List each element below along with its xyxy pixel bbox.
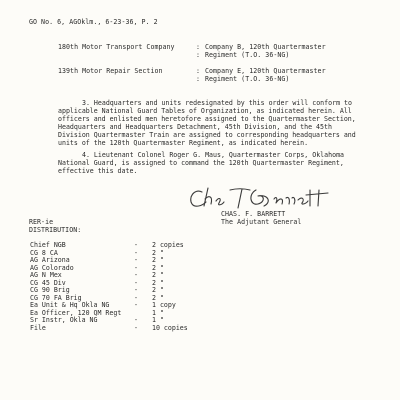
signatory-name: CHAS. F. BARRETT — [221, 210, 286, 218]
list-item: CG 90 Brig - 2 " — [30, 286, 164, 295]
distribution-label: DISTRIBUTION: — [29, 226, 82, 234]
list-item: CG 8 CA - 2 " — [30, 248, 164, 257]
paragraph-3 — [58, 100, 358, 147]
unit-1-name: 180th Motor Transport Company — [58, 43, 175, 51]
typist-initials: RER-ie — [29, 218, 54, 226]
list-item: Ea Officer, 120 QM Regt 1 " — [30, 308, 164, 317]
paragraph-4-text: 4. Lieutenant Colonel Roger G. Maus, Quartermaster Corps, Oklahoma National Guard, is assigned to command the 120th Quartermaster Regiment, effective this date. — [58, 151, 345, 175]
signatory-title: The Adjutant General — [221, 218, 302, 226]
unit-1-designation-line1: Company B, 120th Quartermaster — [205, 43, 326, 51]
list-item: AG N Mex - 2 " — [30, 271, 164, 280]
header-reference: GO No. 6, AGOklm., 6-23-36, P. 2 — [29, 18, 158, 26]
list-item: AG Colorado - 2 " — [30, 263, 164, 272]
list-item: CG 70 FA Brig - 2 " — [30, 293, 164, 302]
unit-1-designation-line2: Regiment (T.O. 36-NG) — [205, 51, 290, 59]
distribution-list — [30, 242, 230, 333]
list-item: AG Arizona - 2 " — [30, 256, 164, 265]
list-item: Sr Instr, Okla NG - 1 " — [30, 316, 164, 325]
list-item: Ea Unit & Hq Okla NG - 1 copy — [30, 301, 176, 310]
unit-2-colon: : — [196, 67, 201, 75]
list-item: File - 10 copies — [30, 324, 188, 333]
paragraph-4 — [58, 152, 358, 176]
unit-2-designation-line1: Company E, 120th Quartermaster — [205, 67, 326, 75]
unit-2-name: 139th Motor Repair Section — [58, 67, 163, 75]
list-item: CG 45 Div - 2 " — [30, 278, 164, 287]
unit-1-colon: : — [196, 43, 201, 51]
unit-2-colon-2: : — [196, 75, 201, 83]
paragraph-3-text: 3. Headquarters and units redesignated by this order will conform to applicable National Guard Tables of Organization, as indicated herein. All officers and enlisted men heretofore assigned to the Quartermaster Section, Headquarters and Headquarters Detachment, 45th Division, and the 45th Division Quartermaster Train are assigned to corresponding headquarters and units of the 120th Quartermaster Regiment, as indicated herein. — [58, 99, 356, 147]
unit-1-colon-2: : — [196, 51, 201, 59]
unit-2-designation-line2: Regiment (T.O. 36-NG) — [205, 75, 290, 83]
handwritten-signature — [186, 184, 336, 212]
list-item: Chief NGB - 2 copies — [30, 241, 184, 249]
